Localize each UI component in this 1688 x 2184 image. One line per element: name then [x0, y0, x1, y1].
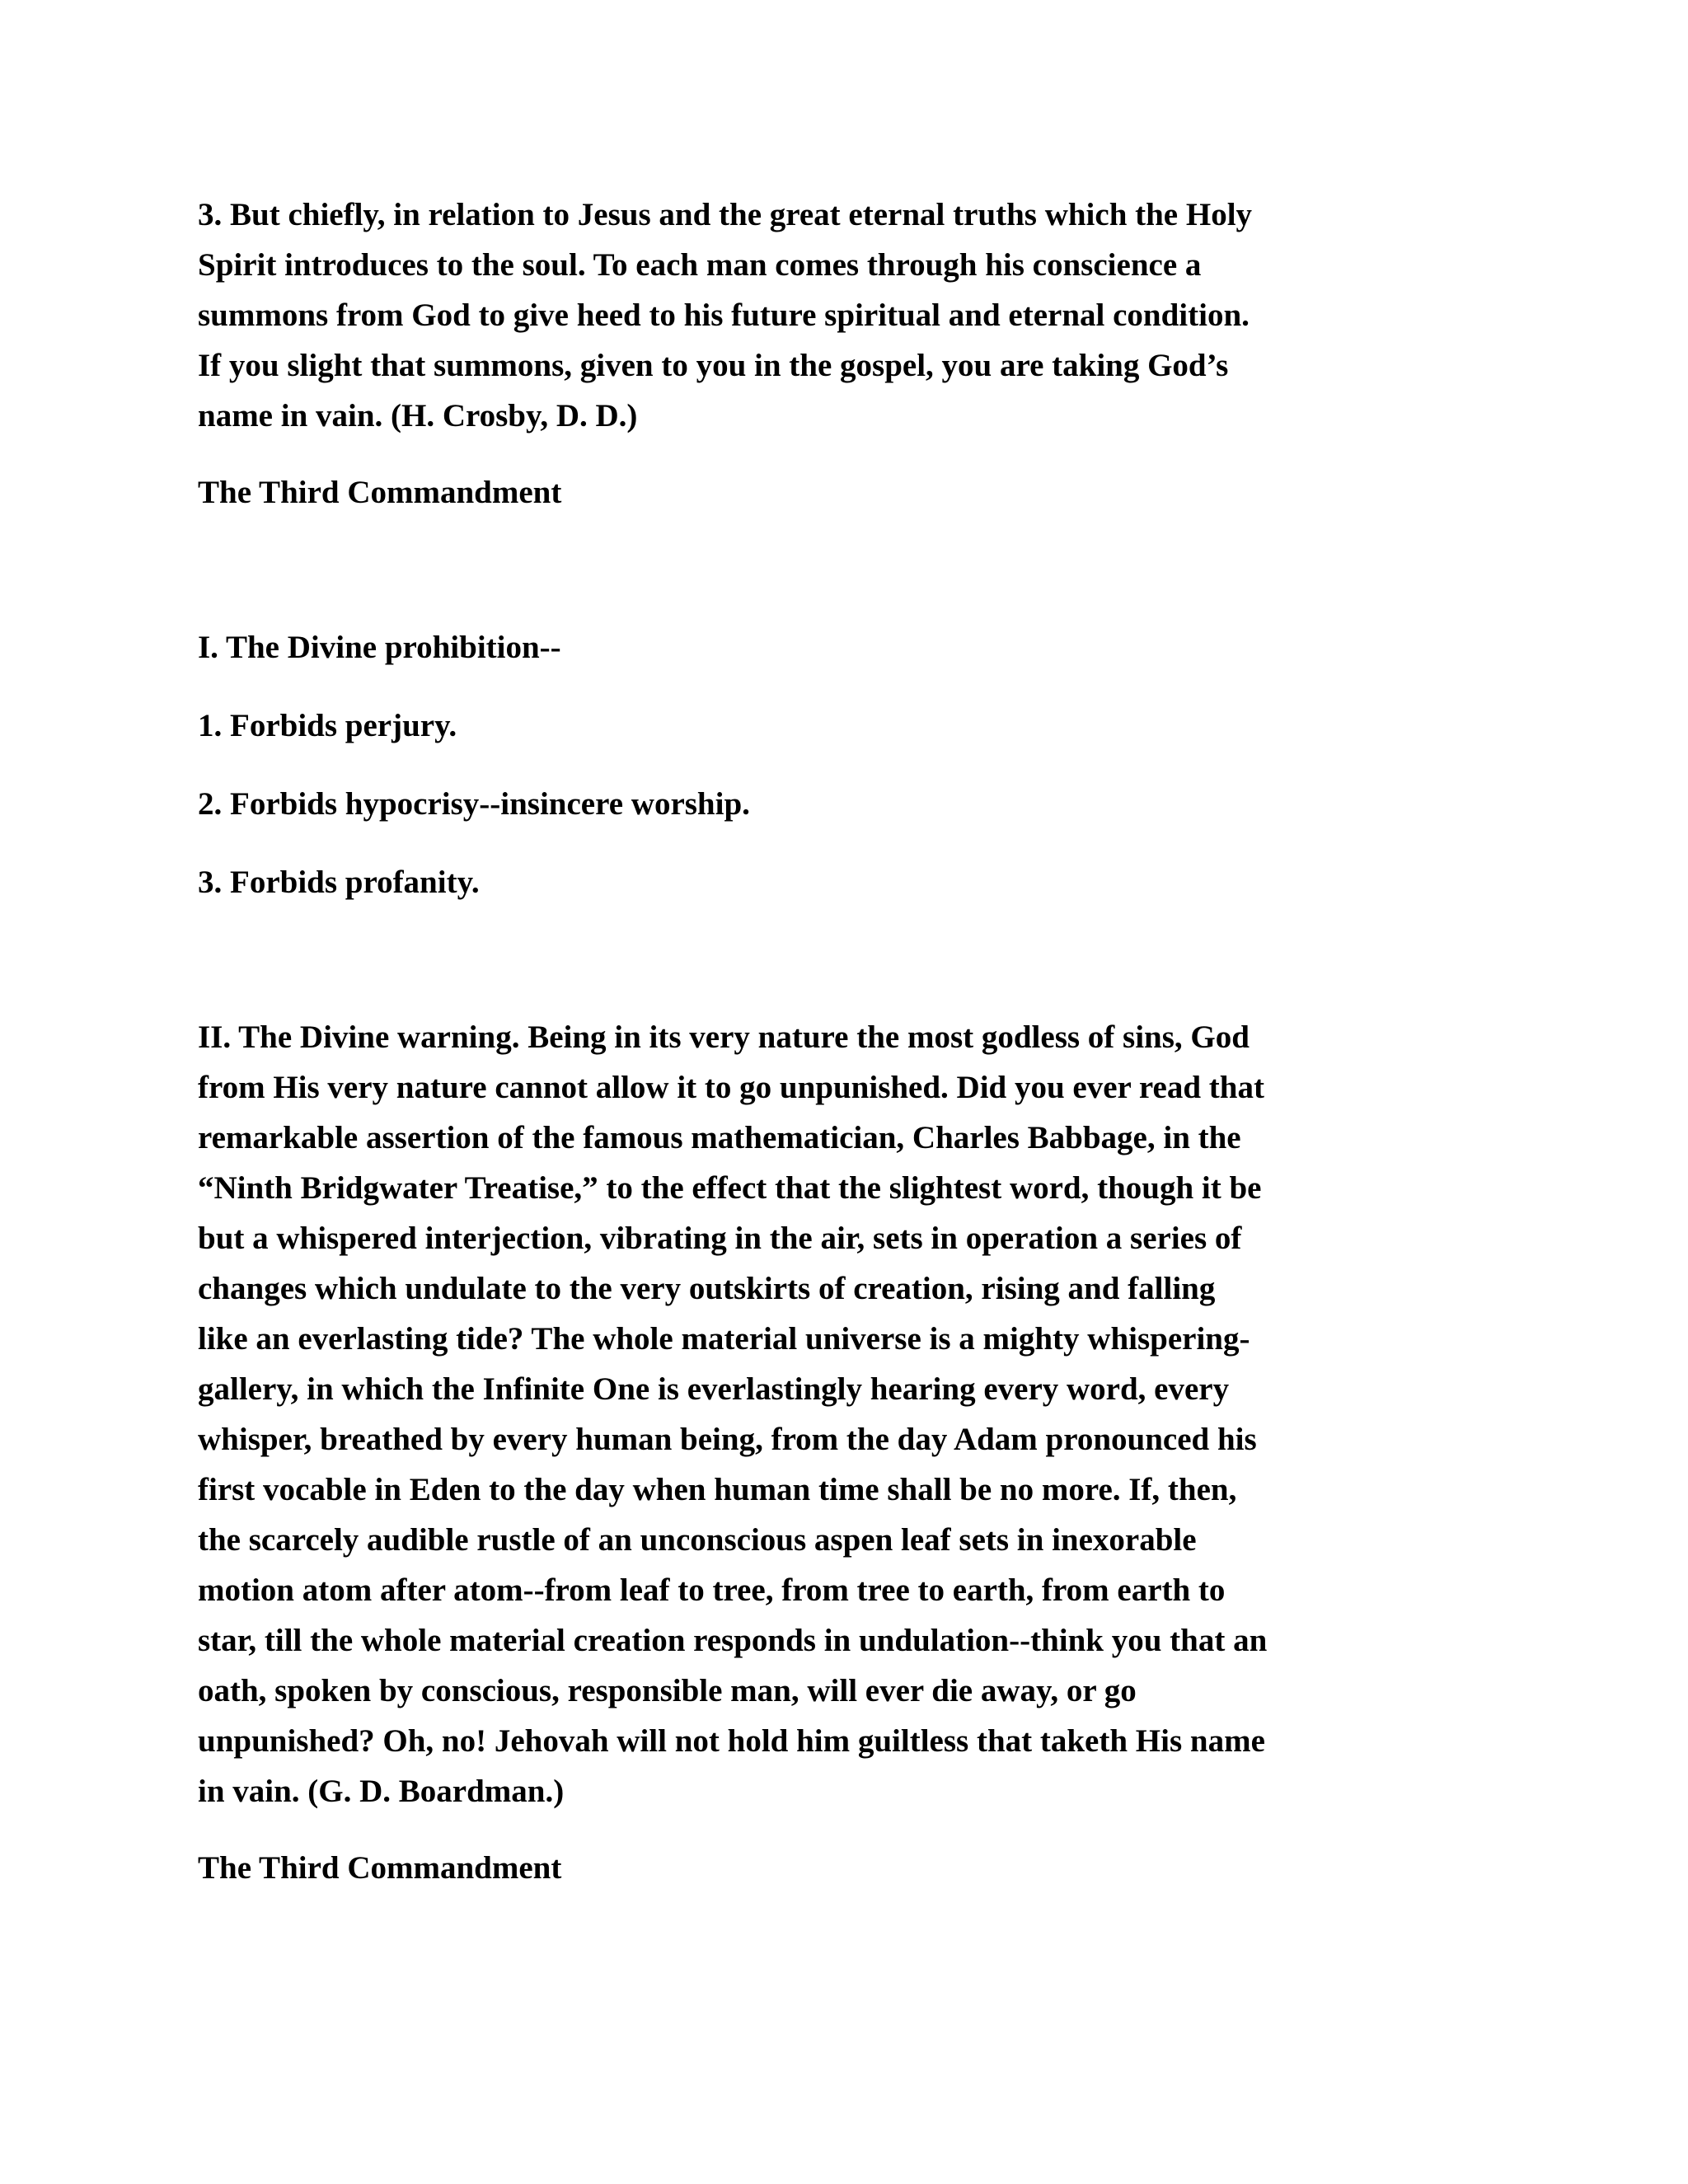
paragraph-boardman — [198, 1012, 1484, 1816]
text-line: star, till the whole material creation responds in undulation--think you that an — [198, 1623, 1268, 1658]
text-line: whisper, breathed by every human being, from the day Adam pronounced his — [198, 1422, 1257, 1457]
text-line: oath, spoken by conscious, responsible man, will ever die away, or go — [198, 1673, 1137, 1708]
text-line: gallery, in which the Infinite One is everlastingly hearing every word, every — [198, 1371, 1230, 1407]
text-line: changes which undulate to the very outskirts of creation, rising and falling — [198, 1271, 1216, 1306]
list-item: 2. Forbids hypocrisy--insincere worship. — [198, 786, 750, 822]
section-heading: The Third Commandment — [198, 475, 562, 510]
document-page — [198, 190, 1484, 1893]
text-line: name in vain. (H. Crosby, D. D.) — [198, 398, 638, 434]
text-line: in vain. (G. D. Boardman.) — [198, 1774, 565, 1809]
text-line: II. The Divine warning. Being in its very nature the most godless of sins, God — [198, 1019, 1250, 1055]
spacer — [198, 907, 1484, 1012]
section-heading: The Third Commandment — [198, 1850, 562, 1886]
text-line: first vocable in Eden to the day when human time shall be no more. If, then, — [198, 1472, 1237, 1507]
text-line: remarkable assertion of the famous mathematician, Charles Babbage, in the — [198, 1120, 1241, 1155]
paragraph-crosby — [198, 190, 1484, 441]
list-item: 1. Forbids perjury. — [198, 708, 457, 743]
text-line: 3. But chiefly, in relation to Jesus and the great eternal truths which the Holy — [198, 197, 1253, 232]
text-line: Spirit introduces to the soul. To each man comes through his conscience a — [198, 247, 1202, 283]
text-line: but a whispered interjection, vibrating in the air, sets in operation a series of — [198, 1221, 1242, 1256]
spacer — [198, 518, 1484, 622]
section-title-prohibition: I. The Divine prohibition-- — [198, 630, 561, 665]
text-line: the scarcely audible rustle of an unconscious aspen leaf sets in inexorable — [198, 1522, 1197, 1558]
text-line: summons from God to give heed to his future spiritual and eternal condition. — [198, 298, 1250, 333]
text-line: motion atom after atom--from leaf to tree, from tree to earth, from earth to — [198, 1572, 1226, 1608]
text-line: like an everlasting tide? The whole material universe is a mighty whispering- — [198, 1321, 1250, 1357]
list-item: 3. Forbids profanity. — [198, 865, 480, 900]
text-line: from His very nature cannot allow it to go unpunished. Did you ever read that — [198, 1070, 1264, 1105]
text-line: “Ninth Bridgwater Treatise,” to the effect that the slightest word, though it be — [198, 1170, 1262, 1206]
text-line: unpunished? Oh, no! Jehovah will not hold him guiltless that taketh His name — [198, 1723, 1265, 1759]
text-line: If you slight that summons, given to you in the gospel, you are taking God’s — [198, 348, 1229, 383]
